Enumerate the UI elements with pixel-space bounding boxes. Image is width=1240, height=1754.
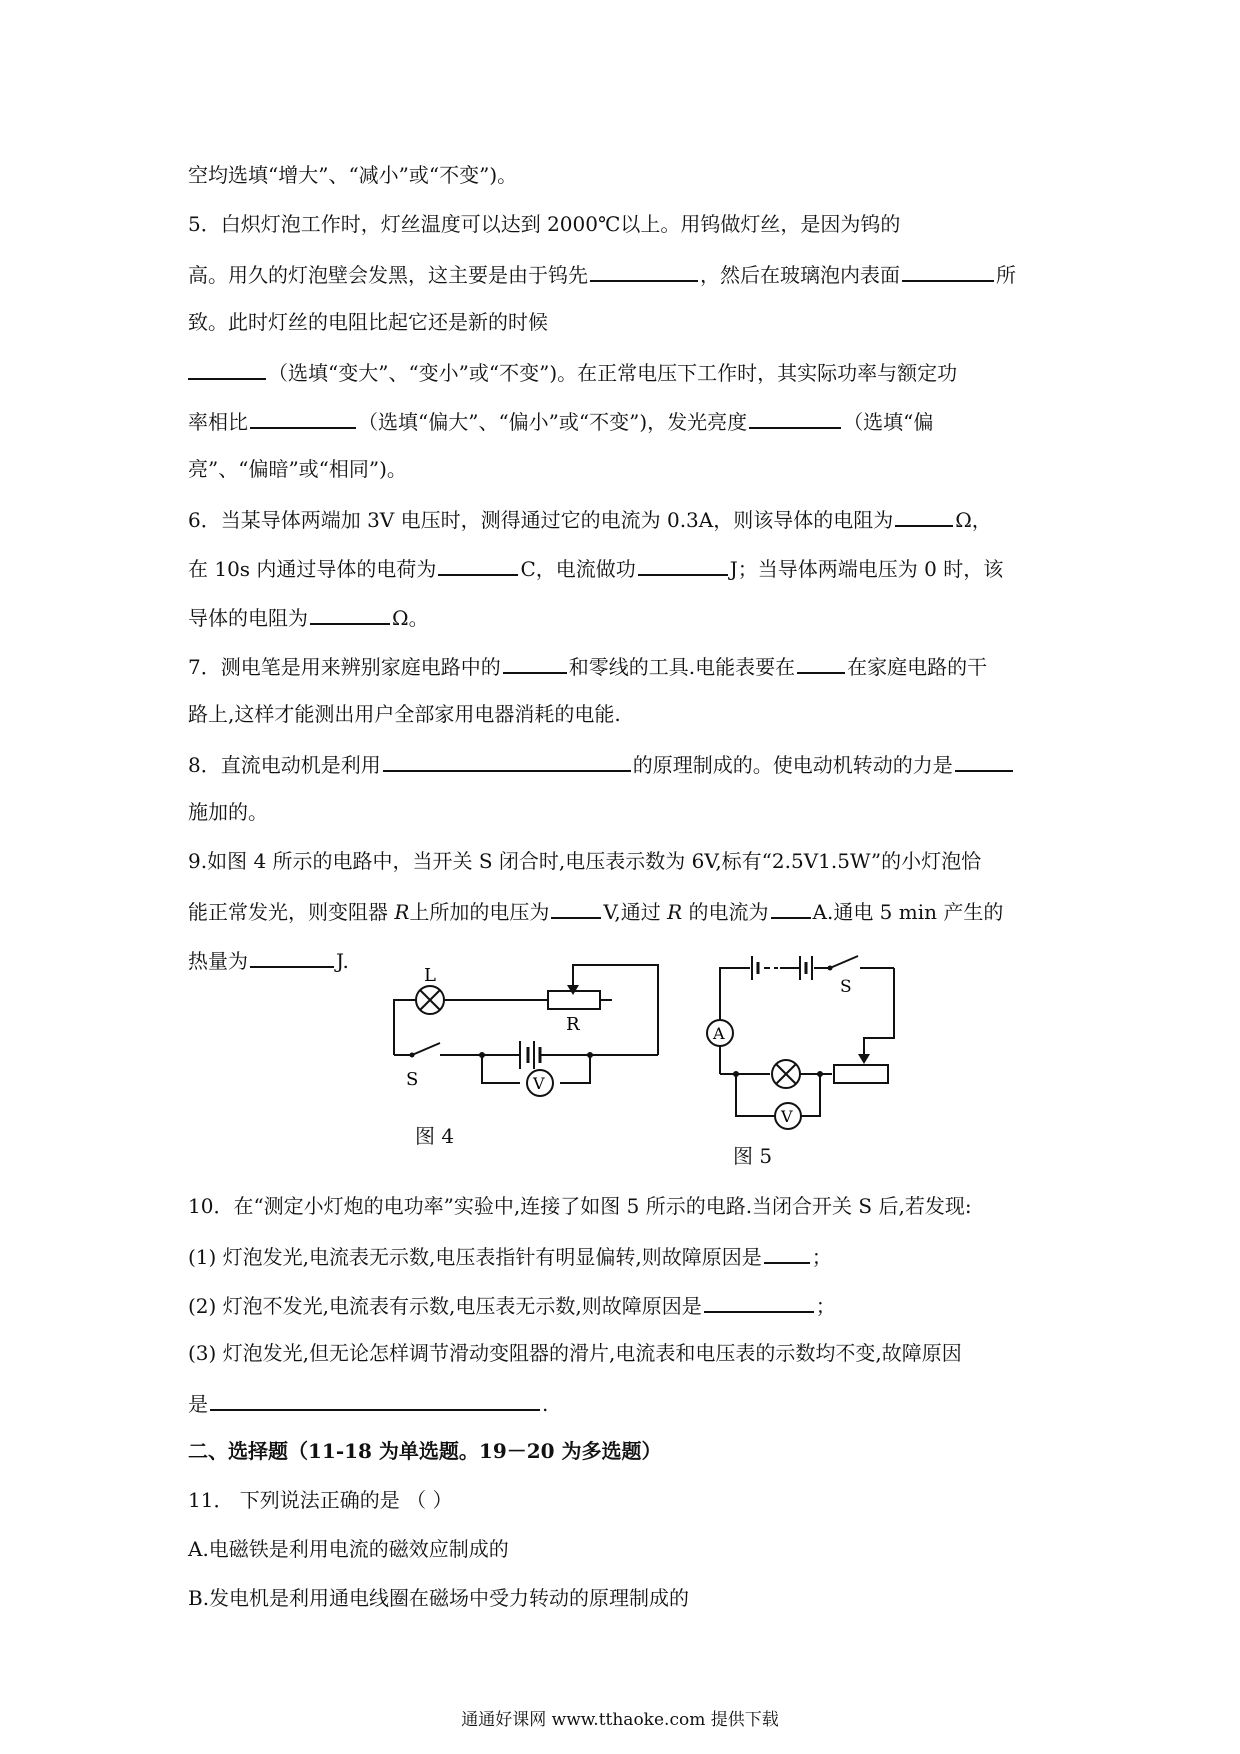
figure-5-circuit xyxy=(700,950,910,1150)
answer-blank[interactable] xyxy=(188,358,266,380)
section-heading: 二、选择题（11-18 为单选题。19－20 为多选题） xyxy=(188,1439,662,1463)
q10-line-2: (1) 灯泡发光,电流表无示数,电压表指针有明显偏转,则故障原因是 ； xyxy=(188,1242,832,1270)
q10-line-4: (3) 灯泡发光,但无论怎样调节滑动变阻器的滑片,电流表和电压表的示数均不变,故障原因 xyxy=(188,1341,962,1365)
page-footer: 通通好课网 www.tthaoke.com 提供下载 xyxy=(461,1710,779,1730)
answer-blank[interactable] xyxy=(749,407,841,429)
battery-symbol xyxy=(520,1041,540,1069)
answer-blank[interactable] xyxy=(955,750,1013,772)
q8-line-2: 施加的。 xyxy=(188,800,268,824)
q11-option-a: A.电磁铁是利用电流的磁效应制成的 xyxy=(188,1537,509,1561)
q7-line-2: 路上,这样才能测出用户全部家用电器消耗的电能. xyxy=(188,702,621,726)
figure-4-caption: 图 4 xyxy=(415,1124,455,1148)
lamp-symbol xyxy=(416,986,444,1014)
figure-4-diagram xyxy=(380,955,680,1140)
answer-blank[interactable] xyxy=(503,652,567,674)
rheostat-label: R xyxy=(566,1014,580,1035)
q7-line-1: 7．测电笔是用来辨别家庭电路中的 和零线的工具.电能表要在 在家庭电路的干 xyxy=(188,652,987,680)
q5-line-5: 率相比 （选填“偏大”、“偏小”或“不变”)，发光亮度 （选填“偏 xyxy=(188,407,933,435)
answer-blank[interactable] xyxy=(438,554,518,576)
q9-line-1: 9.如图 4 所示的电路中，当开关 S 闭合时,电压表示数为 6V,标有“2.5V1.5W”的小灯泡恰 xyxy=(188,849,982,873)
switch-symbol xyxy=(410,1043,441,1058)
switch-label: S xyxy=(840,977,852,997)
q6-line-3: 导体的电阻为 Ω。 xyxy=(188,603,429,631)
lamp-symbol xyxy=(772,1060,800,1088)
line-1: 空均选填“增大”、“减小”或“不变”)。 xyxy=(188,163,518,187)
q5-line-2: 高。用久的灯泡壁会发黑，这主要是由于钨先 ，然后在玻璃泡内表面 所 xyxy=(188,260,1016,288)
q5-line-4: （选填“变大”、“变小”或“不变”)。在正常电压下工作时，其实际功率与额定功 xyxy=(188,358,957,386)
q10-line-5: 是 . xyxy=(188,1389,548,1417)
answer-blank[interactable] xyxy=(551,897,601,919)
answer-blank[interactable] xyxy=(250,946,334,968)
q11-stem: 11． 下列说法正确的是 （ ） xyxy=(188,1488,453,1512)
switch-label: S xyxy=(406,1069,419,1090)
ammeter-label: A xyxy=(713,1024,725,1043)
q9-line-2: 能正常发光，则变阻器 R上所加的电压为 V,通过 R 的电流为 A.通电 5 min 产生的 xyxy=(188,897,1003,925)
rheostat-symbol xyxy=(834,1065,888,1083)
answer-blank[interactable] xyxy=(895,505,953,527)
answer-blank[interactable] xyxy=(771,897,811,919)
q5-line-3: 致。此时灯丝的电阻比起它还是新的时候 xyxy=(188,310,548,334)
rheostat-symbol xyxy=(548,991,600,1009)
q9-line-3: 热量为 J. xyxy=(188,946,349,974)
figure-5-caption: 图 5 xyxy=(733,1144,773,1168)
answer-blank[interactable] xyxy=(310,603,390,625)
q11-option-b: B.发电机是利用通电线圈在磁场中受力转动的原理制成的 xyxy=(188,1586,690,1610)
slider-arrow-icon xyxy=(858,1054,870,1064)
voltmeter-label: V xyxy=(781,1107,793,1126)
answer-blank[interactable] xyxy=(210,1389,540,1411)
q5-line-1: 5．白炽灯泡工作时，灯丝温度可以达到 2000℃以上。用钨做灯丝，是因为钨的 xyxy=(188,212,901,236)
lamp-label: L xyxy=(424,965,436,986)
q6-line-2: 在 10s 内通过导体的电荷为 C，电流做功 J；当导体两端电压为 0 时，该 xyxy=(188,554,1003,582)
q10-line-3: (2) 灯泡不发光,电流表有示数,电压表无示数,则故障原因是 ； xyxy=(188,1291,836,1319)
q8-line-1: 8．直流电动机是利用 的原理制成的。使电动机转动的力是 xyxy=(188,750,1015,778)
answer-blank[interactable] xyxy=(797,652,845,674)
voltmeter-label: V xyxy=(533,1074,545,1093)
answer-blank[interactable] xyxy=(383,750,631,772)
answer-blank[interactable] xyxy=(902,260,994,282)
q6-line-1: 6．当某导体两端加 3V 电压时，测得通过它的电流为 0.3A，则该导体的电阻为 Ω， xyxy=(188,505,992,533)
answer-blank[interactable] xyxy=(638,554,728,576)
answer-blank[interactable] xyxy=(704,1291,814,1313)
q10-line-1: 10．在“测定小灯炮的电功率”实验中,连接了如图 5 所示的电路.当闭合开关 S 后,若发现: xyxy=(188,1194,972,1218)
figure-5-diagram xyxy=(700,950,910,1150)
answer-blank[interactable] xyxy=(590,260,698,282)
q5-line-6: 亮”、“偏暗”或“相同”)。 xyxy=(188,457,407,481)
answer-blank[interactable] xyxy=(250,407,356,429)
answer-blank[interactable] xyxy=(764,1242,810,1264)
figure-4-circuit xyxy=(380,955,680,1140)
switch-symbol xyxy=(828,956,859,971)
